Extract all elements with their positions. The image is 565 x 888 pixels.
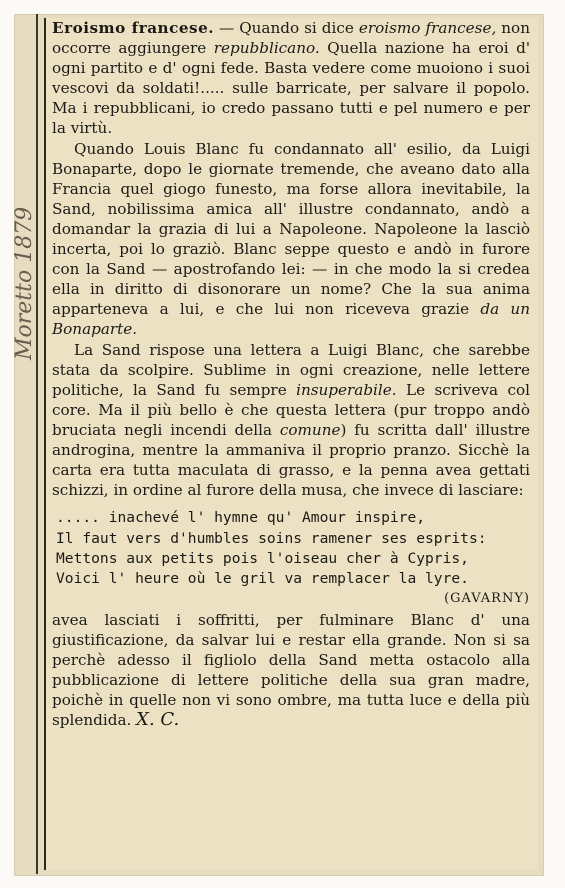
p3-text-c: ) fu scritta dall' illustre androgina, mentre la ammaniva il proprio pranzo. Sicchè la carta era tutta maculata di grasso, e la penna avea gettati schizzi, in ordine al furore della musa, che invece di lasciare: — [52, 420, 530, 500]
verse-line: Il faut vers d'humbles soins ramener ses esprits: — [56, 529, 487, 547]
paragraph-3 — [52, 340, 530, 501]
article-body — [52, 18, 530, 730]
p1-text-a: — Quando si dice — [214, 19, 359, 37]
paragraph-1 — [52, 18, 530, 139]
p1-emphasis-2: repubblicano. — [213, 39, 320, 58]
article-title: Eroismo francese. — [52, 19, 215, 37]
p3-text-b: Le scriveva col core. Ma il più bello è che questa lettera (pur troppo andò bruciata negli incendi della — [52, 380, 530, 439]
paragraph-4 — [52, 610, 530, 731]
p3-text-a: La Sand rispose una lettera a Luigi Blanc, che sarebbe stata da scolpire. Sublime in ogni creazione, nelle lettere politiche, la Sand fu sempre — [52, 340, 530, 399]
verse-line: Mettons aux petits pois l'oiseau cher à Cypris, — [56, 549, 469, 567]
verse-line: Voici l' heure où le gril va remplacer la lyre. — [56, 570, 469, 588]
p3-emphasis-2: comune — [279, 420, 341, 439]
verse-block — [52, 508, 530, 589]
verse-attribution: (GAVARNY) — [444, 591, 530, 607]
p1-text-b: non occorre aggiungere — [52, 19, 530, 58]
handwritten-margin-note: Moretto 1879 — [12, 206, 37, 360]
verse-line: ..... inachevé l' hymne qu' Amour inspire, — [56, 509, 426, 527]
p2-emphasis: da un Bonaparte. — [52, 300, 530, 339]
p1-emphasis-1: eroismo francese, — [358, 19, 497, 37]
signature: X. C. — [136, 709, 180, 730]
column-rule — [36, 14, 38, 874]
paragraph-2 — [52, 139, 530, 340]
p4-text: avea lasciati i soffritti, per fulminare Blanc d' una giustificazione, da salvar lui e restar ella grande. Non si sa perchè adesso il figliolo della Sand metta ostacolo alla pubblicazione di lettere politiche della sua gran madre, poichè in quelle non vi sono ombre, ma tutta luce e della più splendida. — [52, 610, 530, 729]
p3-emphasis-1: insuperabile. — [296, 380, 397, 399]
p2-text: Quando Louis Blanc fu condannato all' esilio, da Luigi Bonaparte, dopo le giornate tremende, che aveano dato alla Francia quel giogo funesto, ma forse allora inevitabile, la Sand, nobilissima amica all' illustre condannato, andò a domandar la grazia di lui a Napoleone. Napoleone la lasciò incerta, poi lo graziò. Blanc seppe questo e andò in furore con la Sand — apostrofando lei: — in che modo la si credea ella in diritto di disonorare un nome? Che la sua anima apparteneva a lui, e che lui non riceveva grazie — [52, 139, 530, 319]
p1-text-c: Quella nazione ha eroi d' ogni partito e d' ogni fede. Basta vedere come muoiono i suoi vescovi da soldati!..... sulle barricate, per salvare il popolo. Ma i repubblicani, io credo passano tutti e pel numero e per la virtù. — [52, 39, 531, 138]
